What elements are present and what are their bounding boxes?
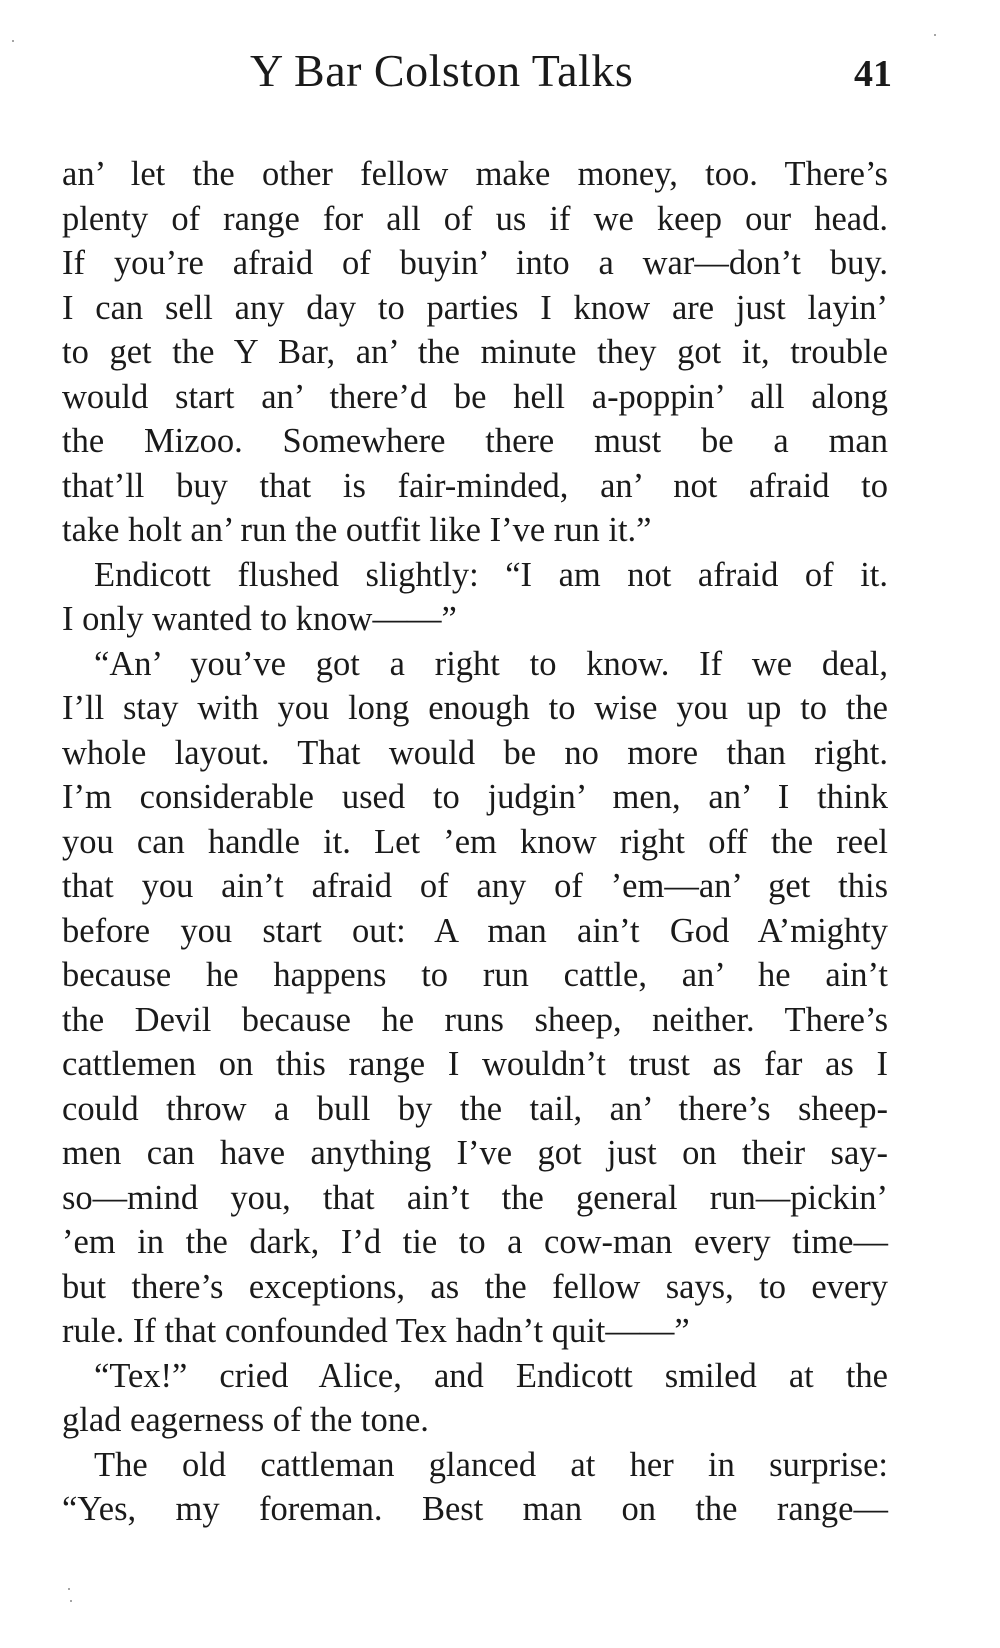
text-line: I’m considerable used to judgin’ men, an’ I think (62, 778, 888, 816)
paper-speck (12, 40, 14, 42)
text-line: rule. If that confounded Tex hadn’t quit——” (62, 1312, 690, 1350)
text-line: ’em in the dark, I’d tie to a cow-man every time— (62, 1223, 888, 1261)
text-line: plenty of range for all of us if we keep our head. (62, 199, 888, 238)
page-header (0, 44, 1000, 114)
text-line: If you’re afraid of buyin’ into a war—don’t buy. (62, 244, 888, 282)
text-line: glad eagerness of the tone. (62, 1401, 429, 1439)
text-line: “An’ you’ve got a right to know. If we deal, (94, 644, 888, 683)
text-line: the Mizoo. Somewhere there must be a man (62, 422, 888, 460)
text-line: I can sell any day to parties I know are just layin’ (62, 288, 888, 327)
running-title: Y Bar Colston Talks (250, 45, 634, 96)
text-line: whole layout. That would be no more than right. (62, 733, 888, 772)
text-line: cattlemen on this range I wouldn’t trust as far as I (62, 1045, 888, 1083)
text-line: take holt an’ run the outfit like I’ve run it.” (62, 511, 652, 549)
text-line: because he happens to run cattle, an’ he ain’t (62, 956, 888, 994)
text-line: before you start out: A man ain’t God A’mighty (62, 911, 888, 950)
text-line: that you ain’t afraid of any of ’em—an’ get this (62, 867, 888, 905)
text-line: the Devil because he runs sheep, neither. There’s (62, 1000, 888, 1039)
text-line: that’ll buy that is fair-minded, an’ not afraid to (62, 466, 888, 505)
text-line: “Tex!” cried Alice, and Endicott smiled at the (94, 1356, 888, 1395)
paper-speck (68, 1588, 70, 1590)
text-line: so—mind you, that ain’t the general run—pickin’ (62, 1178, 888, 1217)
text-line: Endicott flushed slightly: “I am not afraid of it. (94, 555, 888, 594)
text-line: The old cattleman glanced at her in surprise: (94, 1445, 888, 1484)
text-line: men can have anything I’ve got just on their say- (62, 1134, 888, 1172)
text-line: I only wanted to know——” (62, 600, 457, 638)
text-line: an’ let the other fellow make money, too. There’s (62, 155, 888, 193)
text-line: “Yes, my foreman. Best man on the range— (62, 1490, 888, 1528)
text-line: could throw a bull by the tail, an’ there’s sheep- (62, 1089, 888, 1128)
page-number: 41 (854, 53, 892, 95)
paper-speck (70, 1600, 72, 1602)
text-line: you can handle it. Let ’em know right off the reel (62, 822, 888, 861)
paper-speck (934, 34, 936, 36)
text-line: but there’s exceptions, as the fellow says, to every (62, 1267, 888, 1306)
text-line: I’ll stay with you long enough to wise you up to the (62, 689, 888, 727)
text-line: would start an’ there’d be hell a-poppin’ all along (62, 377, 888, 416)
body-text (62, 152, 888, 1532)
text-line: to get the Y Bar, an’ the minute they got it, trouble (62, 333, 888, 371)
